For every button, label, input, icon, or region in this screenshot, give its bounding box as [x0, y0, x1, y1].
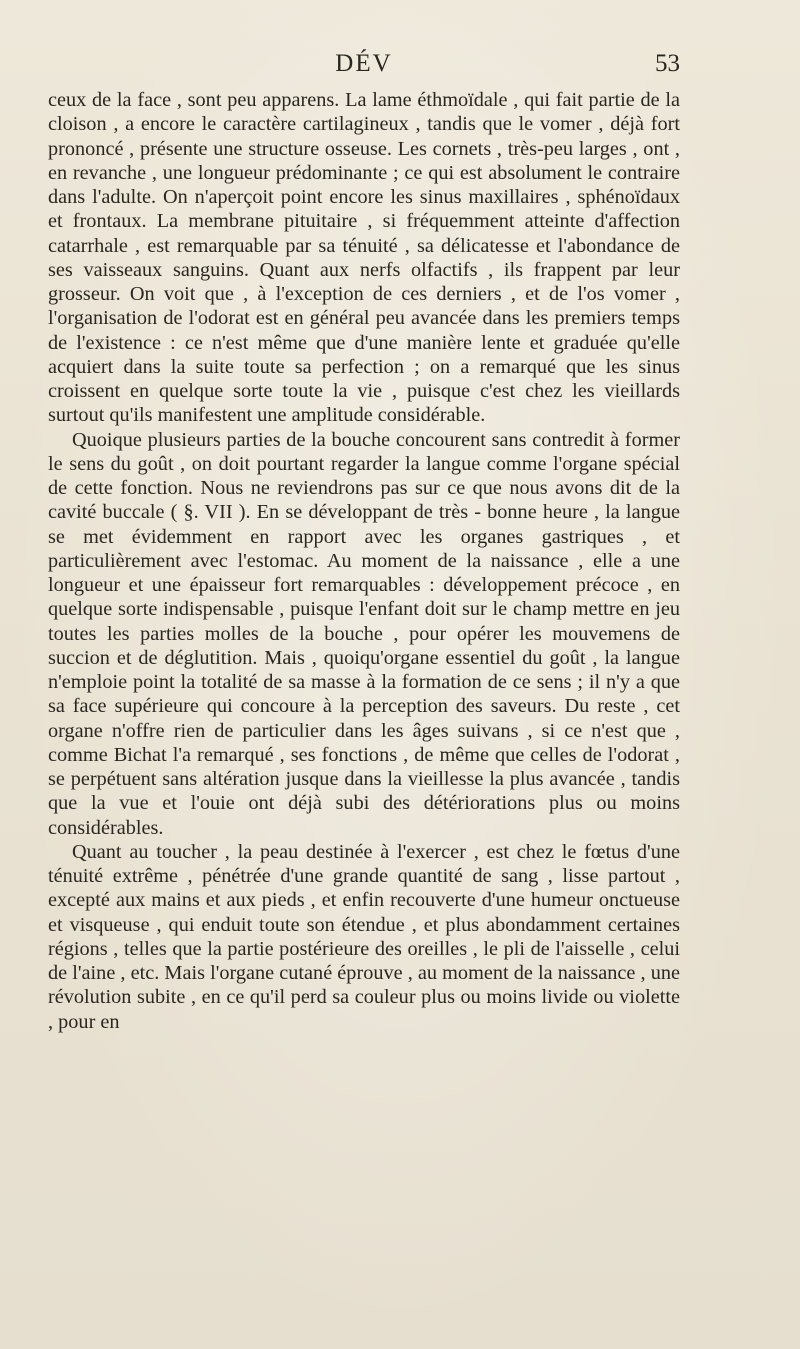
paragraph-odorat-continued: ceux de la face , sont peu apparens. La lame éthmoïdale , qui fait partie de la cloison , a encore le caractère cartilagineux , tandis que le vomer , déjà fort prononcé , présente une structure osseuse. Les cornets , très-peu larges , ont , en revanche , une longueur prédominante ; ce qui est absolument le contraire dans l'adulte. On n'aperçoit point encore les sinus maxillaires , sphénoïdaux et frontaux. La membrane pituitaire , si fréquemment atteinte d'affection catarrhale , est remarquable par sa ténuité , sa délicatesse et l'abondance de ses vaisseaux sanguins. Quant aux nerfs olfactifs , ils frappent par leur grosseur. On voit que , à l'exception de ces derniers , et de l'os vomer , l'organisation de l'odorat est en général peu avancée dans les premiers temps de l'existence : ce n'est même que d'une manière lente et graduée qu'elle acquiert dans la suite toute sa perfection ; on a remarqué que les sinus croissent en quelque sorte toute la vie , puisque c'est chez les vieillards surtout qu'ils manifestent une amplitude considérable. — [48, 89, 680, 427]
paragraph-toucher: Quant au toucher , la peau destinée à l'exercer , est chez le fœtus d'une ténuité extrême , pénétrée d'une grande quantité de sang , lisse partout , excepté aux mains et aux pieds , et enfin recouverte d'une humeur onctueuse et visqueuse , qui enduit toute son étendue , et plus abondamment certaines régions , telles que la partie postérieure des oreilles , le pli de l'aisselle , celui de l'aine , etc. Mais l'organe cutané éprouve , au moment de la naissance , une révolution subite , en ce qu'il perd sa couleur plus ou moins livide ou violette , pour en — [48, 840, 680, 1033]
paragraph-gout: Quoique plusieurs parties de la bouche concourent sans contredit à former le sens du goût , on doit pourtant regarder la langue comme l'organe spécial de cette fonction. Nous ne reviendrons pas sur ce que nous avons dit de la cavité buccale ( §. VII ). En se développant de très - bonne heure , la langue se met évidemment en rapport avec les organes gastriques , et particulièrement avec l'estomac. Au moment de la naissance , elle a une longueur et une épaisseur fort remarquables : développement précoce , en quelque sorte indispensable , puisque l'enfant doit sur le champ mettre en jeu toutes les parties molles de la bouche , pour opérer les mouvemens de succion et de déglutition. Mais , quoiqu'organe essentiel du goût , la langue n'emploie point la totalité de sa masse à la formation de ce sens ; il n'y a que sa face supérieure qui concoure à la perception des saveurs. Du reste , cet organe n'offre rien de particulier dans les âges suivans , si ce n'est que , comme Bichat l'a remarqué , ses fonctions , de même que celles de l'odorat , se perpétuent sans altération jusque dans la vieillesse la plus avancée , tandis que la vue et l'ouie ont déjà subi des détériorations plus ou moins considérables. — [48, 428, 680, 839]
page-number: 53 — [655, 50, 680, 77]
body-text — [48, 88, 680, 1034]
running-head: DÉV — [335, 50, 393, 77]
page-header — [48, 50, 680, 84]
